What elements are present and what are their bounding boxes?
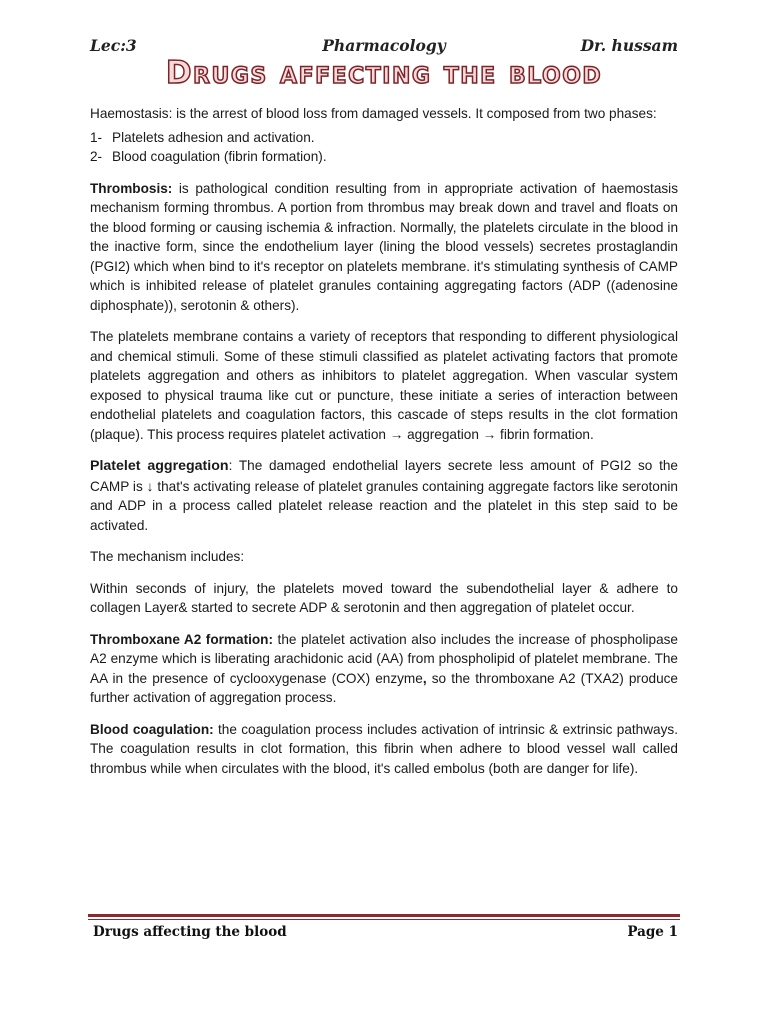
title-text: Drugs affecting the blood [165,55,603,91]
footer-divider [88,914,680,920]
list-number: 1- [90,129,103,145]
thrombosis-text: is pathological condition resulting from in appropriate activation of haemostasis mechanism forming thrombus. A portion from thrombus may break down and travel and floats on the blood forming or causing ischemia & infraction. Normally, the platelets circulate in the blood in the inactive form, since the endothelium layer (lining the blood vessels) secretes prostaglandin (PGI2) which when bind to it's receptor on platelets membrane. it's stimulating synthesis of CAMP which is inhibited release of platelet granules containing aggregating factors (ADP ((adenosine diphosphate)), serotonin & others). [90,180,678,313]
coagulation-text: the coagulation process includes activation of intrinsic & extrinsic pathways. The coagulation results in clot formation, this fibrin when adhere to blood vessel wall called thrombus while when circulates with the blood, it's called embolus (both are danger for life). [90,721,678,776]
page-footer [93,924,678,946]
thromboxane-comma: , [422,670,427,686]
header-lecture: Lec:3 [90,36,137,55]
platelet-aggregation-paragraph [90,456,678,535]
footer-divider-thick [88,914,680,917]
footer-divider-thin [88,919,680,920]
mechanism-paragraph: Within seconds of injury, the platelets moved toward the subendothelial layer & adhere to collagen Layer& started to secrete ADP & serotonin and then aggregation of platelet occur. [90,580,678,615]
page-number: Page 1 [627,924,678,940]
document-body [90,104,678,790]
thromboxane-text: the platelet activation also includes the increase of phospholipase A2 enzyme which is liberating arachidonic acid (AA) from phospholipid of platelet membrane. The AA in the presence of cyclooxygenase (COX) enzyme [90,631,678,686]
mechanism-intro: The mechanism includes: [90,549,245,564]
document-title [0,56,768,90]
coagulation-paragraph [90,720,678,779]
list-text: Platelets adhesion and activation. [112,129,315,145]
platelet-aggregation-text: : The damaged endothelial layers secrete less amount of PGI2 so the CAMP is ↓ that's activating release of platelet granules containing aggregate factors like serotonin and ADP in a process called platelet release reaction and the platelet in this step said to be activated. [90,458,678,533]
thrombosis-term: Thrombosis: [90,180,173,196]
intro-paragraph: Haemostasis: is the arrest of blood loss from damaged vessels. It composed from two phases: [90,106,657,121]
list-text: Blood coagulation (fibrin formation). [112,149,327,164]
thrombosis-paragraph [90,179,678,316]
list-number: 2- [90,149,103,164]
list-item [90,128,678,148]
thromboxane-paragraph [90,630,678,708]
platelet-aggregation-term: Platelet aggregation [90,458,229,474]
coagulation-term: Blood coagulation: [90,721,214,737]
thromboxane-term: Thromboxane A2 formation: [90,631,274,647]
header-subject: Pharmacology [322,36,446,55]
thromboxane-text-end: so the thromboxane A2 (TXA2) produce further activation of aggregation process. [90,670,678,705]
list-item [90,147,678,167]
footer-title: Drugs affecting the blood [93,924,287,940]
header-author: Dr. hussam [580,36,678,55]
phases-list [90,128,678,167]
membrane-paragraph: The platelets membrane contains a variety of receptors that responding to different physiological and chemical stimuli. Some of these stimuli classified as platelet activating factors that promote platelets aggregation and others as inhibitors to platelet aggregation. When vascular system exposed to physical trauma like cut or puncture, these initiate a series of interaction between endothelial platelets and coagulation factors, this cascade of steps results in the clot formation (plaque). This process requires platelet activation → aggregation → fibrin formation. [90,329,678,442]
